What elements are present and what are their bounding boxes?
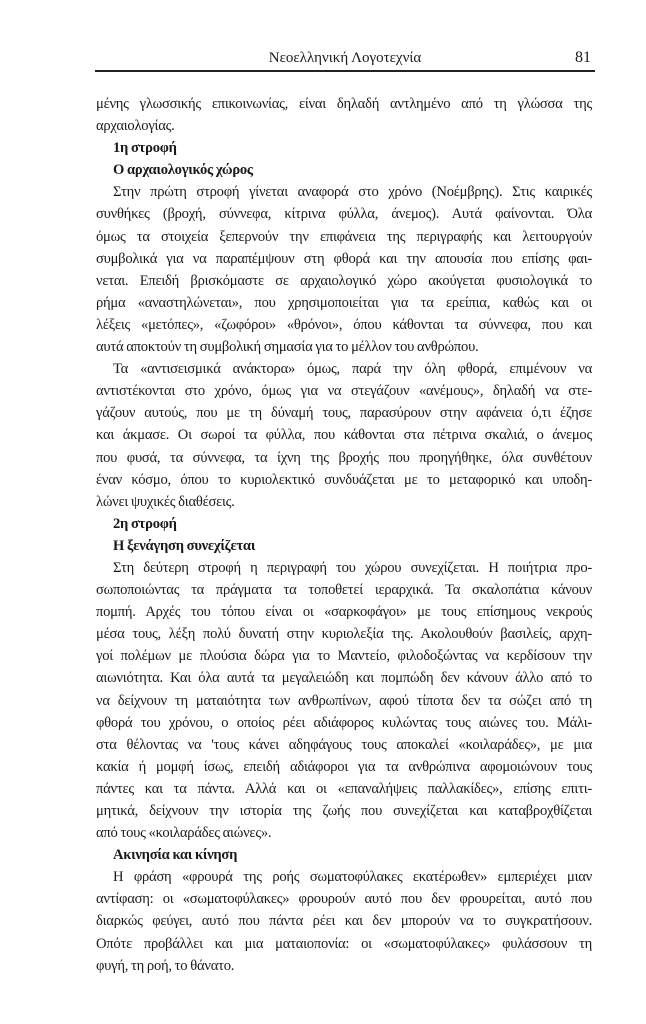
text-line: συμβολικά για να παραπέμψουν στη φθορά και την απουσία που επίσης φαι-	[96, 250, 592, 267]
text-line: έναν κόσμο, όπου το κυριολεκτικό συνδυάζεται με το μεταφορικό και υποδη-	[96, 471, 592, 488]
text-line: ρήμα «αναστηλώνεται», που χρησιμοποιείται για τα ερείπια, καθώς και οι	[96, 294, 592, 311]
text-line: πάντες και τα πάντα. Αλλά και οι «επαναλήψεις παλλακίδες», επίσης επιτι-	[96, 780, 592, 797]
text-line: Στη δεύτερη στροφή η περιγραφή του χώρου συνεχίζεται. Η ποιήτρια προ-	[113, 559, 592, 576]
text-line: Η φράση «φρουρά της ροής σωματοφύλακες εκατέρωθεν» εμπεριέχει μιαν	[113, 869, 592, 886]
text-line: αρχαιολογίας.	[96, 118, 175, 135]
text-line: Τα «αντισεισμικά ανάκτορα» όμως, παρά την όλη φθορά, επιμένουν να	[113, 361, 592, 378]
text-line: φυγή, τη ροή, το θάνατο.	[96, 957, 235, 974]
text-line: μέσα τους, λέξη πολύ δυνατή στην κυριολεξία της. Ακολουθούν βασιλείς, αρχη-	[96, 626, 592, 643]
text-line: αυτά αποκτούν τη συμβολική σημασία για το μέλλον του ανθρώπου.	[96, 339, 479, 356]
text-line: νεται. Επειδή βρισκόμαστε σε αρχαιολογικό χώρο ακούγεται φυσιολογικά το	[96, 272, 592, 289]
page-header	[95, 48, 595, 72]
text-line: αντιστέκονται στο χρόνο, όμως για να στεγάζουν «ανέμους», δηλαδή να στε-	[96, 383, 592, 400]
text-line: Στην πρώτη στροφή γίνεται αναφορά στο χρόνο (Νοέμβρης). Στις καιρικές	[113, 184, 592, 201]
text-line: μητικά, δείχνουν την ιστορία της ζωής που συνεχίζεται και καταβροχθίζεται	[96, 803, 592, 819]
section-heading: Ακινησία και κίνηση	[113, 847, 238, 864]
text-line: όμως τα στοιχεία ξεπερνούν την επιφάνεια της περιγραφής και λειτουργούν	[96, 228, 592, 245]
text-line: μένης γλωσσικής επικοινωνίας, είναι δηλαδή αντλημένο από τη γλώσσα της	[96, 96, 592, 112]
text-line: διαρκώς φεύγει, αυτό που πάντα ρέει και δεν μπορούν να το συγκρατήσουν.	[96, 913, 592, 930]
text-line: γάζουν αυτούς, που με τη δύναμή τους, παρασύρουν στην αφάνεια ό,τι έζησε	[96, 405, 592, 422]
page-body	[96, 93, 592, 977]
section-heading: 2η στροφή	[113, 515, 177, 532]
text-line: αντίφαση: οι «σωματοφύλακες» φρουρούν αυτό που δεν φρουρείται, αυτό που	[96, 891, 592, 908]
text-line: φθορά του χρόνου, ο οποίος ρέει αδιάφορος κυλώντας τους αιώνες του. Μάλι-	[96, 714, 592, 731]
text-line: Οπότε προβάλλει και μια ματαιοπονία: οι «σωματοφύλακες» φυλάσσουν τη	[96, 935, 592, 952]
text-line: αιωνιότητα. Και όλα αυτά τα μεγαλειώδη και πομπώδη δεν κάνουν άλλο από το	[96, 670, 592, 687]
section-heading: Η ξενάγηση συνεχίζεται	[113, 537, 256, 554]
running-title: Νεοελληνική Λογοτεχνία	[268, 50, 422, 66]
text-line: να δείχνουν τη ματαιότητα των ανθρωπίνων, αφού τίποτα δεν τα σώζει από τη	[96, 692, 592, 709]
section-heading: Ο αρχαιολογικός χώρος	[113, 162, 253, 179]
text-line: κακία ή μομφή ίσως, επειδή αδιάφοροι για τα ανθρώπινα αφομοιώνουν τους	[96, 758, 592, 775]
text-line: λέξεις «μετόπες», «ζωφόροι» «θρόνοι», όπου κάθονται τα σύννεφα, που και	[96, 316, 592, 333]
section-heading: 1η στροφή	[113, 140, 177, 157]
text-line: γοί πολέμων με πλούσια δώρα για το Μαντείο, φιλοδοξώντας να κερδίσουν την	[96, 648, 592, 665]
text-line: σωποποιώντας τα πράγματα τα τοποθετεί ιεραρχικά. Τα σκαλοπάτια κάνουν	[96, 582, 592, 599]
text-line: συνθήκες (βροχή, σύννεφα, κίτρινα φύλλα, άνεμος). Αυτά φαίνονται. Όλα	[96, 206, 592, 223]
text-line: στα θέλοντας να 'τους κάνει αδηφάγους τους αποκαλεί «κοιλαράδες», με μια	[96, 736, 592, 753]
text-line: λώνει ψυχικές διαθέσεις.	[96, 493, 235, 510]
text-line: από τους «κοιλαράδες αιώνες».	[96, 825, 272, 842]
text-line: που φυσά, τα σύννεφα, τα ίχνη της βροχής που προηγήθηκε, όλα συνθέτουν	[96, 449, 592, 466]
text-line: και άκμασε. Οι σωροί τα φύλλα, που κάθονται στα πέτρινα σκαλιά, ο άνεμος	[96, 427, 592, 444]
page-number: 81	[575, 49, 591, 66]
text-line: πομπή. Αρχές του τόπου είναι οι «σαρκοφάγοι» με τους επίσημους νεκρούς	[96, 604, 592, 621]
